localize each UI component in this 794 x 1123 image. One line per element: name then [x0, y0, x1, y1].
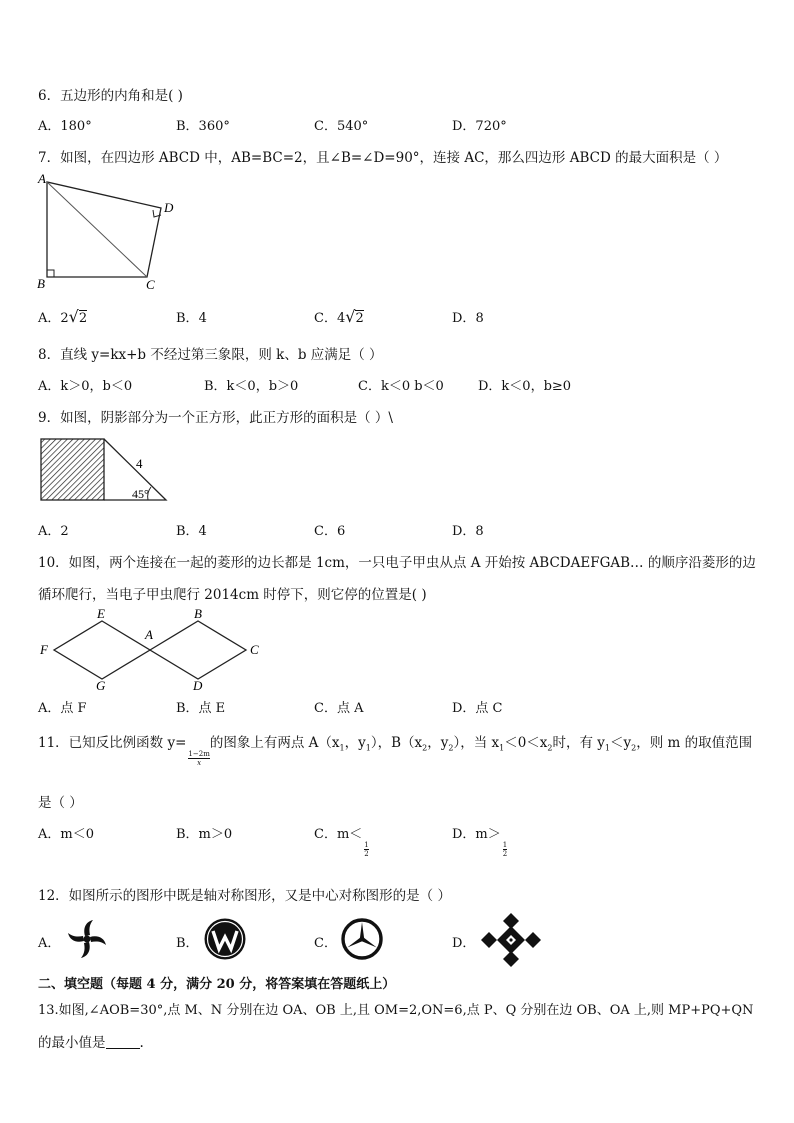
- q12-text: 12．如图所示的图形中既是轴对称图形，又是中心对称图形的是（ ）: [38, 888, 451, 904]
- q7-label-c: C: [146, 277, 155, 292]
- q10-label-e: E: [97, 606, 105, 621]
- q13-answer-blank[interactable]: [106, 1036, 140, 1049]
- pinwheel-icon: [64, 918, 110, 960]
- q12-option-c: C．: [314, 936, 337, 951]
- q9-option-c: C．6: [314, 524, 346, 539]
- q13-text-line1: 13.如图,∠AOB=30°,点 M、N 分别在边 OA、OB 上,且 OM=2,ON=6,点 P、Q 分别在边 OB、OA 上,则 MP+PQ+QN: [38, 1003, 754, 1018]
- q7-option-b: B．4: [176, 311, 207, 326]
- q8-option-c: C．k＜0 b＜0: [358, 379, 444, 394]
- q10-label-d: D: [193, 678, 203, 690]
- q10-label-a: A: [145, 627, 153, 642]
- q10-option-b: B．点 E: [176, 701, 226, 716]
- q8-option-a: A．k＞0，b＜0: [38, 379, 133, 394]
- q9-option-b: B．4: [176, 524, 207, 539]
- mercedes-logo-icon: [340, 917, 384, 961]
- q9-option-a: A．2: [38, 524, 69, 539]
- q10-label-b: B: [194, 606, 202, 621]
- q6-option-a: A．180°: [38, 119, 92, 134]
- q7-option-c: C．4√2: [314, 307, 364, 326]
- q9-text: 9．如图，阴影部分为一个正方形，此正方形的面积是（ ）\: [38, 410, 393, 426]
- q12-option-b: B．: [176, 936, 199, 951]
- q12-option-a: A．: [38, 936, 61, 951]
- q6-option-b: B．360°: [176, 119, 230, 134]
- q8-option-d: D．k＜0，b≥0: [478, 379, 572, 394]
- q6-option-c: C．540°: [314, 119, 369, 134]
- q11-text-line2: 是（ ）: [38, 795, 83, 811]
- q9-side-label: 4: [136, 456, 143, 471]
- q11-option-a: A．m＜0: [38, 827, 94, 842]
- q11-function-fraction: $\frac{1-2m}{x}$: [188, 750, 210, 767]
- q9-shaded-square-figure: [38, 434, 172, 504]
- q7-label-b: B: [37, 276, 45, 291]
- q8-option-b: B．k＜0，b＞0: [204, 379, 299, 394]
- q10-option-d: D．点 C: [452, 701, 503, 716]
- q10-text-line2: 循环爬行，当电子甲虫爬行 2014cm 时停下，则它停的位置是( ): [38, 587, 427, 603]
- q7-text: 7．如图，在四边形 ABCD 中，AB=BC=2，且∠B=∠D=90°，连接 AC，那么四边形 ABCD 的最大面积是（ ）: [38, 150, 728, 166]
- q12-option-d: D．: [452, 936, 476, 951]
- q6-text: 6．五边形的内角和是( ): [38, 88, 183, 104]
- q9-option-d: D．8: [452, 524, 484, 539]
- q11-option-b: B．m＞0: [176, 827, 233, 842]
- vw-logo-icon: [203, 917, 247, 961]
- q11-text: 11．已知反比例函数 y= $\frac{1-2m}{x}$ 的图象上有两点 $A(x_1$，$y_1$），$B(x_2$，$y_2$），当 $x_1<0<x_2$时，有 $y_1<y_2$，则 m 的取值范围: [38, 735, 753, 767]
- q7-quadrilateral-figure: [34, 170, 184, 292]
- q13-text-line2: 的最小值是 .: [38, 1035, 144, 1051]
- q10-text-line1: 10．如图，两个连接在一起的菱形的边长都是 1cm，一只电子甲虫从点 A 开始按 ABCDAEFGAB… 的顺序沿菱形的边: [38, 555, 756, 571]
- q7-label-a: A: [38, 171, 46, 186]
- q10-rhombus-figure: [36, 606, 262, 690]
- q11-option-c: C．m＜ $\frac{1}{2}$: [314, 827, 369, 858]
- q7-option-d: D．8: [452, 311, 484, 326]
- diamond-cross-icon: [480, 912, 542, 968]
- q9-angle-label: 45°: [132, 487, 149, 501]
- section2-title: 二、填空题（每题 4 分，满分 20 分，将答案填在答题纸上）: [38, 977, 396, 992]
- q7-label-d: D: [164, 200, 174, 215]
- q10-option-a: A．点 F: [38, 701, 87, 716]
- q10-label-f: F: [40, 642, 48, 657]
- q10-label-g: G: [96, 678, 106, 690]
- q6-option-d: D．720°: [452, 119, 507, 134]
- q11-option-d: D．m＞ $\frac{1}{2}$: [452, 827, 508, 858]
- q7-option-a: A．2√2: [38, 307, 88, 326]
- q8-text: 8．直线 y=kx+b 不经过第三象限，则 k、b 应满足（ ）: [38, 347, 383, 363]
- q10-label-c: C: [250, 642, 259, 657]
- q10-option-c: C．点 A: [314, 701, 364, 716]
